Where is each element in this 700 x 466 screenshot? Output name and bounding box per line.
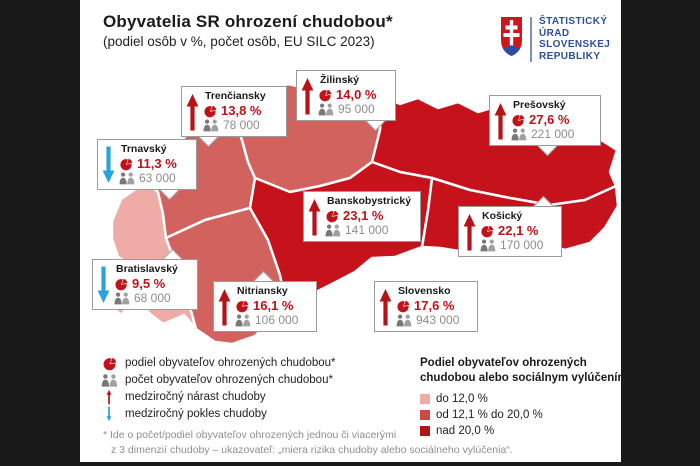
poverty-share-value: 17,6 %: [414, 298, 455, 313]
people-icon: [318, 103, 334, 116]
color-scale-title: [420, 356, 628, 385]
pie-icon: [318, 88, 332, 102]
poverty-count-value: 221 000: [531, 127, 575, 141]
arrow-up-icon: [100, 389, 118, 405]
poverty-count-value: 95 000: [338, 102, 375, 116]
logo-divider: [530, 17, 532, 62]
people-icon: [114, 292, 130, 305]
region-name: Košický: [482, 210, 523, 222]
poverty-count-value: 63 000: [139, 171, 176, 185]
region-name: Žilinský: [320, 74, 360, 86]
pie-icon: [396, 299, 410, 313]
logo-text: [539, 16, 610, 62]
region-name: Bratislavský: [116, 263, 178, 275]
poverty-count-value: 78 000: [223, 118, 260, 132]
infographic-title: Obyvatelia SR ohrození chudobou*: [103, 12, 393, 31]
region-name: Banskobystrický: [327, 195, 412, 207]
color-scale-title-line: Podiel obyvateľov ohrozených: [420, 357, 587, 369]
people-icon: [203, 119, 219, 132]
poverty-share-value: 22,1 %: [498, 223, 539, 238]
poverty-share-value: 27,6 %: [529, 112, 570, 127]
pie-icon: [325, 209, 339, 223]
legend-item-decrease: [100, 407, 336, 421]
scale-item-mid: [420, 407, 628, 423]
logo-line: ÚRAD: [539, 27, 570, 39]
pie-icon: [235, 299, 249, 313]
footnote-line: z 3 dimenzií chudoby – ukazovateľ: „miera rizika chudoby alebo sociálneho vylúčenia“.: [111, 444, 513, 456]
slovak-coat-of-arms-icon: [500, 16, 523, 57]
trend-down-arrow-icon: [102, 143, 115, 186]
region-name: Trnavský: [121, 143, 167, 155]
poverty-count-value: 943 000: [416, 313, 460, 327]
poverty-share-value: 9,5 %: [132, 276, 166, 291]
legend-item-count: [100, 373, 336, 387]
color-scale-legend: [420, 356, 628, 439]
footnote-line: * Ide o počet/podiel obyvateľov ohrozených jednou či viacerými: [103, 429, 397, 441]
people-icon: [100, 374, 118, 387]
poverty-count-value: 170 000: [500, 238, 544, 252]
callout-kosicky: [458, 206, 562, 257]
trend-up-arrow-icon: [494, 99, 507, 142]
logo-line: SLOVENSKEJ: [539, 39, 611, 50]
trend-up-arrow-icon: [379, 285, 392, 328]
people-icon: [511, 128, 527, 141]
statistics-office-logo: [500, 16, 610, 62]
infographic-subtitle: (podiel osôb v %, počet osôb, EU SILC 2023): [103, 34, 375, 49]
callout-banskobystricky: [303, 191, 421, 242]
region-name: Nitriansky: [237, 285, 288, 297]
color-swatch: [420, 410, 430, 420]
trend-down-arrow-icon: [97, 263, 110, 306]
logo-line: ŠTATISTICKÝ: [539, 16, 608, 27]
people-icon: [325, 224, 341, 237]
poverty-count-value: 68 000: [134, 291, 171, 305]
region-name: Slovensko: [398, 285, 451, 297]
scale-label: nad 20,0 %: [436, 425, 495, 437]
trend-up-arrow-icon: [218, 285, 231, 328]
legend-item-increase: [100, 390, 336, 404]
poverty-share-value: 23,1 %: [343, 208, 384, 223]
legend-item-share: [100, 356, 336, 370]
legend-label: medziročný nárast chudoby: [125, 391, 266, 403]
scale-label: od 12,1 % do 20,0 %: [436, 409, 543, 421]
color-scale-title-line: chudobou alebo sociálnym vylúčením: [420, 371, 628, 384]
legend-label: podiel obyvateľov ohrozených chudobou*: [125, 357, 336, 369]
region-name: Trenčiansky: [205, 90, 266, 102]
region-name: Prešovský: [513, 99, 566, 111]
pie-icon: [114, 277, 128, 291]
trend-up-arrow-icon: [186, 90, 199, 133]
scale-item-low: [420, 391, 628, 407]
legend-label: medziročný pokles chudoby: [125, 408, 267, 420]
pie-icon: [480, 224, 494, 238]
callout-presovsky: [489, 95, 601, 146]
people-icon: [480, 239, 496, 252]
pie-icon: [119, 157, 133, 171]
callout-bratislavsky: [92, 259, 198, 310]
pie-icon: [100, 356, 118, 371]
callout-slovensko: [374, 281, 478, 332]
logo-line: REPUBLIKY: [539, 50, 601, 62]
poverty-share-value: 13,8 %: [221, 103, 262, 118]
trend-up-arrow-icon: [308, 195, 321, 238]
callout-nitriansky: [213, 281, 317, 332]
people-icon: [235, 314, 251, 327]
trend-up-arrow-icon: [463, 210, 476, 253]
footnote: [103, 428, 513, 458]
trend-up-arrow-icon: [301, 74, 314, 117]
arrow-down-icon: [100, 406, 118, 422]
pie-icon: [511, 113, 525, 127]
symbol-legend: [100, 356, 336, 421]
poverty-share-value: 11,3 %: [137, 156, 177, 171]
pie-icon: [203, 104, 217, 118]
color-swatch: [420, 394, 430, 404]
poverty-share-value: 14,0 %: [336, 87, 377, 102]
scale-label: do 12,0 %: [436, 393, 488, 405]
callout-trenciansky: [181, 86, 287, 137]
poverty-share-value: 16,1 %: [253, 298, 294, 313]
people-icon: [396, 314, 412, 327]
callout-zilinsky: [296, 70, 396, 121]
people-icon: [119, 172, 135, 185]
callout-trnavsky: [97, 139, 197, 190]
legend-label: počet obyvateľov ohrozených chudobou*: [125, 374, 333, 386]
poverty-count-value: 141 000: [345, 223, 389, 237]
poverty-count-value: 106 000: [255, 313, 299, 327]
